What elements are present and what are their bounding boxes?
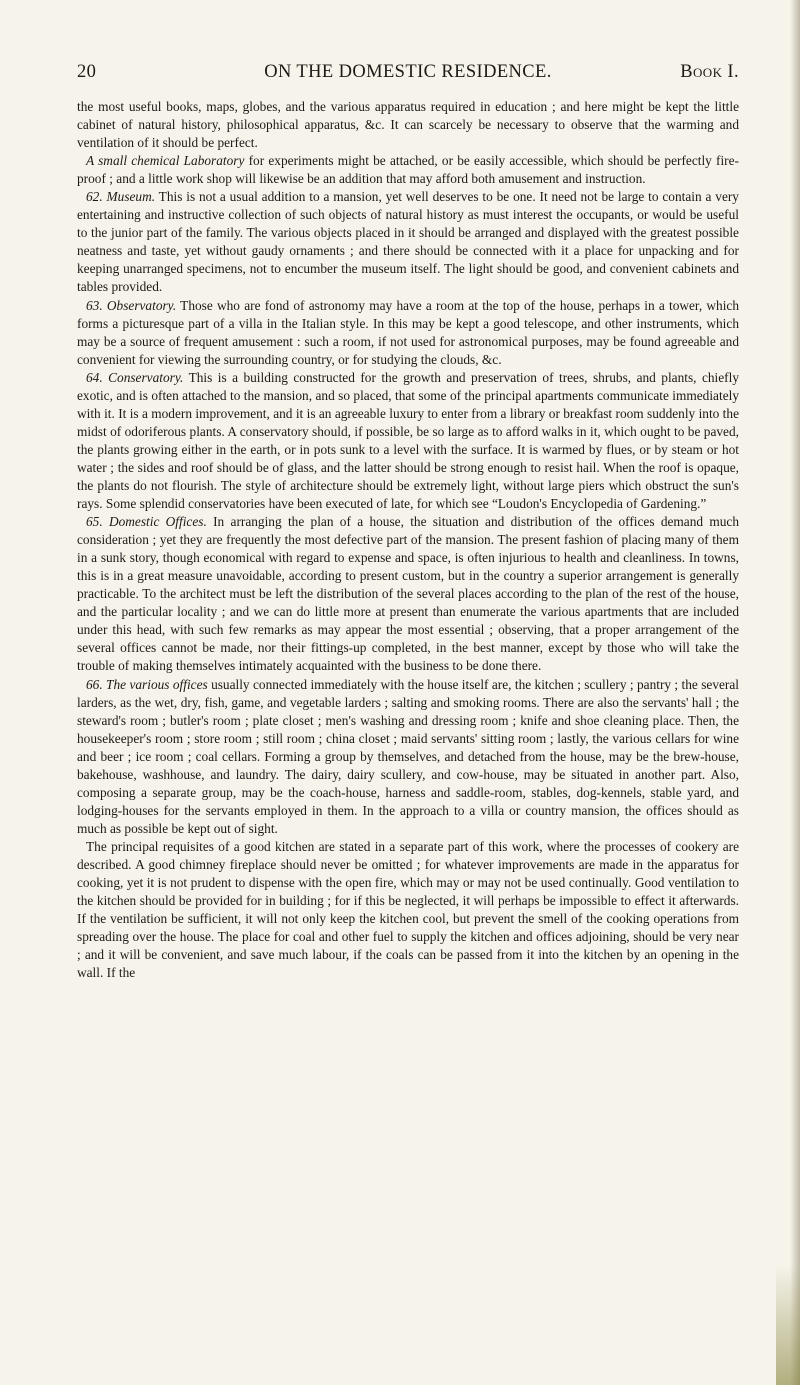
page-number: 20 (77, 62, 97, 82)
paragraph-66-various-offices (77, 676, 739, 838)
paragraph-lead: 64. Conservatory. (86, 369, 184, 385)
paragraph-lead: 63. Observatory. (86, 297, 177, 313)
paragraph-62-museum (77, 188, 739, 296)
paragraph-text: This is a building constructed for the growth and preservation of trees, shrubs, and plants, chiefly exotic, and is often attached to the mansion, and so placed, that some of the principal apartments communicate immediately with it. It is a modern improvement, and it is an agreeable luxury to enter from a library or breakfast room suddenly into the midst of odoriferous plants. A conservatory should, if possible, be so large as to afford walks in it, which ought to be paved, the plants growing either in the earth, or in pots sunk to a level with the surface. It is warmed by flues, or by steam or hot water ; the sides and roof should be of glass, and the latter should be strong enough to resist hail. When the roof is opaque, the plants do not flourish. The style of architecture should be extremely light, without large piers which obstruct the sun's rays. Some splendid conservatories have been executed of late, for which see “Loudon's Encyclopedia of Gardening.” (77, 369, 739, 512)
paragraph-65-domestic-offices (77, 513, 739, 675)
paragraph-lead: 66. The various offices (86, 676, 208, 692)
page-corner-stain (776, 1265, 800, 1385)
paragraph-laboratory (77, 152, 739, 188)
paragraph-text: This is not a usual addition to a mansion, yet well deserves to be one. It need not be large to contain a very entertaining and instructive collection of such objects of natural history as must interest the occupants, or would be useful to the junior part of the family. The various objects placed in it should be arranged and displayed with the greatest possible neatness and taste, yet without gaudy ornaments ; and there should be connected with it a place for unpacking and for keeping unarranged specimens, not to encumber the museum itself. The light should be good, and convenient cabinets and tables provided. (77, 189, 739, 295)
page-body (77, 98, 739, 982)
paragraph-text: Those who are fond of astronomy may have a room at the top of the house, perhaps in a tower, which forms a picturesque part of a villa in the Italian style. In this may be kept a good telescope, and other instruments, which may be a source of frequent amusement : such a room, if not used for astronomical purposes, may be found agreeable and convenient for viewing the surrounding country, or for studying the clouds, &c. (77, 297, 739, 367)
page-edge-shadow (790, 0, 800, 1385)
running-title: ON THE DOMESTIC RESIDENCE. (264, 62, 552, 82)
paragraph-text: The principal requisites of a good kitchen are stated in a separate part of this work, where the processes of cookery are described. A good chimney fireplace should never be omitted ; for whatever improvements are made in the apparatus for cooking, yet it is not prudent to dispense with the open fire, which may or may not be used continually. Good ventilation to the kitchen should be provided for in building ; for if this be neglected, it will perhaps be impossible to effect it afterwards. If the ventilation be sufficient, it will not only keep the kitchen cool, but prevent the smell of the cooking operations from spreading over the house. The place for coal and other fuel to supply the kitchen and offices adjoining, should be very near ; and it will be convenient, and save much labour, if the coals can be passed from it into the kitchen by an opening in the wall. If the (77, 838, 739, 981)
paragraph-lead: 65. Domestic Offices. (86, 514, 207, 530)
book-label: Book I. (680, 62, 739, 82)
paragraph-text: the most useful books, maps, globes, and the various apparatus required in education ; and here might be kept the little cabinet of natural history, philosophical apparatus, &c. It can scarcely be necessary to observe that the warming and ventilation of it should be perfect. (77, 99, 739, 151)
paragraph-64-conservatory (77, 369, 739, 513)
paragraph-intro (77, 98, 739, 152)
paragraph-text: usually connected immediately with the house itself are, the kitchen ; scullery ; pantry ; the several larders, as the wet, dry, fish, game, and vegetable larders ; salting and smoking rooms. There are also the servants' hall ; the steward's room ; butler's room ; plate closet ; men's washing and dressing room ; knife and shoe cleaning place. Then, the housekeeper's room ; store room ; still room ; china closet ; maid servants' sitting room ; lastly, the various cellars for wine and beer ; ice room ; coal cellars. Forming a group by themselves, and detached from the house, may be the brew-house, bakehouse, washhouse, and laundry. The dairy, dairy scullery, and cow-house, may be situated in another part. Also, composing a separate group, may be the coach-house, harness and saddle-room, stables, dog-kennels, stable yard, and lodging-houses for the servants employed in them. In the approach to a villa or country mansion, the offices should as much as possible be kept out of sight. (77, 676, 739, 836)
paragraph-lead: 62. Museum. (86, 189, 156, 205)
paragraph-lead: A small chemical Laboratory (86, 153, 245, 169)
paragraph-text: In arranging the plan of a house, the situation and distribution of the offices demand much consideration ; yet they are frequently the most defective part of the mansion. The present fashion of placing many of them in a sunk story, though economical with regard to expense and space, is often injurious to health and cleanliness. In towns, this is in a great measure unavoidable, according to present custom, but in the country a superior arrangement is generally practicable. To the architect must be left the distribution of the several places according to the plan of the rest of the house, and the particular locality ; and we can do little more at present than enumerate the various apartments that are included under this head, with such few remarks as may appear the most essential ; observing, that a proper arrangement of the several offices cannot be made, nor their fittings-up completed, in the best manner, except by those who will take the trouble of making themselves intimately acquainted with the business to be done there. (77, 514, 739, 674)
paragraph-kitchen (77, 838, 739, 982)
running-header (77, 62, 739, 88)
book-page (77, 62, 739, 982)
paragraph-63-observatory (77, 297, 739, 369)
paragraph-text: for experiments might be attached, or be easily accessible, which should be perfectly fire-proof ; and a little work shop will likewise be an addition that may afford both amusement and instruction. (77, 153, 739, 187)
